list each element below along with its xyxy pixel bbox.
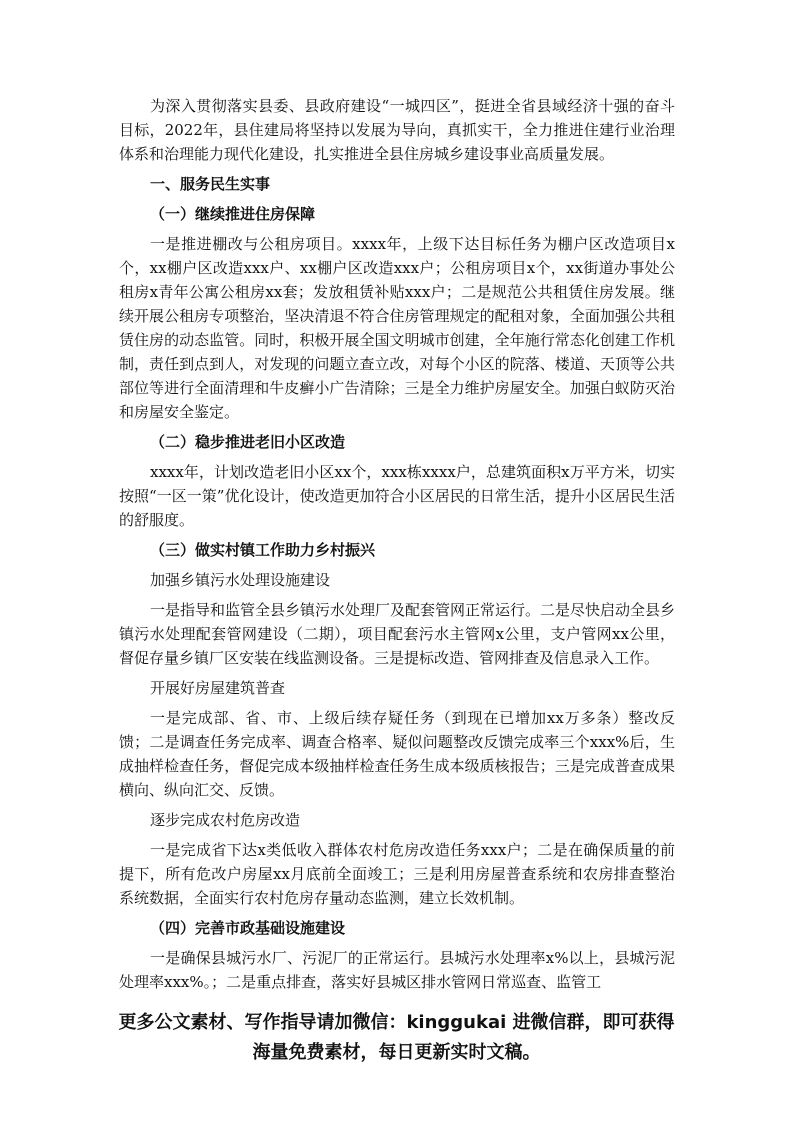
subsection-1-heading: （一）继续推进住房保障: [150, 205, 316, 223]
subsection-4-heading: （四）完善市政基础设施建设: [150, 919, 346, 937]
promo-footer-line-2: 海量免费素材，每日更新实时文稿。: [252, 1042, 541, 1063]
subsection-3-subheading-3: 逐步完成农村危房改造: [150, 811, 301, 829]
subsection-2-heading: （二）稳步推进老旧小区改造: [150, 433, 346, 451]
subsection-2-paragraph: xxxx年，计划改造老旧小区xx个，xxx栋xxxx户，总建筑面积x万平方米，切实按照“一区一策”优化设计，使改造更加符合小区居民的日常生活，提升小区居民生活的舒服度。: [119, 463, 675, 529]
subsection-3-paragraph-3: 一是完成省下达x类低收入群体农村危房改造任务xxx户；二是在确保质量的前提下，所有危改户房屋xx月底前全面竣工；三是利用房屋普查系统和农房排查整治系统数据，全面实行农村危房存量动态监测，建立长效机制。: [119, 841, 675, 907]
subsection-3-paragraph-1: 一是指导和监管全县乡镇污水处理厂及配套管网正常运行。二是尽快启动全县乡镇污水处理配套管网建设（二期），项目配套污水主管网x公里，支户管网xx公里，督促存量乡镇厂区安装在线监测设备。三是提标改造、管网排查及信息录入工作。: [119, 601, 676, 667]
subsection-4-paragraph: 一是确保县城污水厂、污泥厂的正常运行。县城污水处理率x%以上，县城污泥处理率xxx%。；二是重点排查，落实好县城区排水管网日常巡查、监管工: [119, 949, 675, 991]
promo-footer-line-1: 更多公文素材、写作指导请加微信：kinggukai 进微信群，即可获得: [118, 1012, 675, 1033]
subsection-3-subheading-1: 加强乡镇污水处理设施建设: [150, 571, 331, 589]
document-body: [119, 94, 675, 1000]
subsection-3-paragraph-2: 一是完成部、省、市、上级后续存疑任务（到现在已增加xx万多条）整改反馈；二是调查任务完成率、调查合格率、疑似问题整改反馈完成率三个xxx%后，生成抽样检查任务，督促完成本级抽样检查任务生成本级质核报告；三是完成普查成果横向、纵向汇交、反馈。: [119, 709, 675, 799]
section-1-heading: 一、服务民生实事: [150, 175, 271, 193]
subsection-3-heading: （三）做实村镇工作助力乡村振兴: [150, 541, 376, 559]
intro-paragraph: 为深入贯彻落实县委、县政府建设“一城四区”，挺进全省县域经济十强的奋斗目标，2022年，县住建局将坚持以发展为导向，真抓实干，全力推进住建行业治理体系和治理能力现代化建设，扎实推进全县住房城乡建设事业高质量发展。: [119, 97, 675, 163]
subsection-1-paragraph: 一是推进棚改与公租房项目。xxxx年，上级下达目标任务为棚户区改造项目x个，xx棚户区改造xxx户、xx棚户区改造xxx户；公租房项目x个，xx街道办事处公租房x青年公寓公租房xx套；发放租赁补贴xxx户；二是规范公共租赁住房发展。继续开展公租房专项整治，坚决清退不符合住房管理规定的配租对象，全面加强公共租赁住房的动态监管。同时，积极开展全国文明城市创建，全年施行常态化创建工作机制，责任到点到人，对发现的问题立查立改，对每个小区的院落、楼道、天顶等公共部位等进行全面清理和牛皮癣小广告清除；三是全力维护房屋安全。加强白蚁防灭治和房屋安全鉴定。: [119, 235, 675, 421]
promo-footer: [90, 1008, 703, 1068]
subsection-3-subheading-2: 开展好房屋建筑普查: [150, 679, 286, 697]
